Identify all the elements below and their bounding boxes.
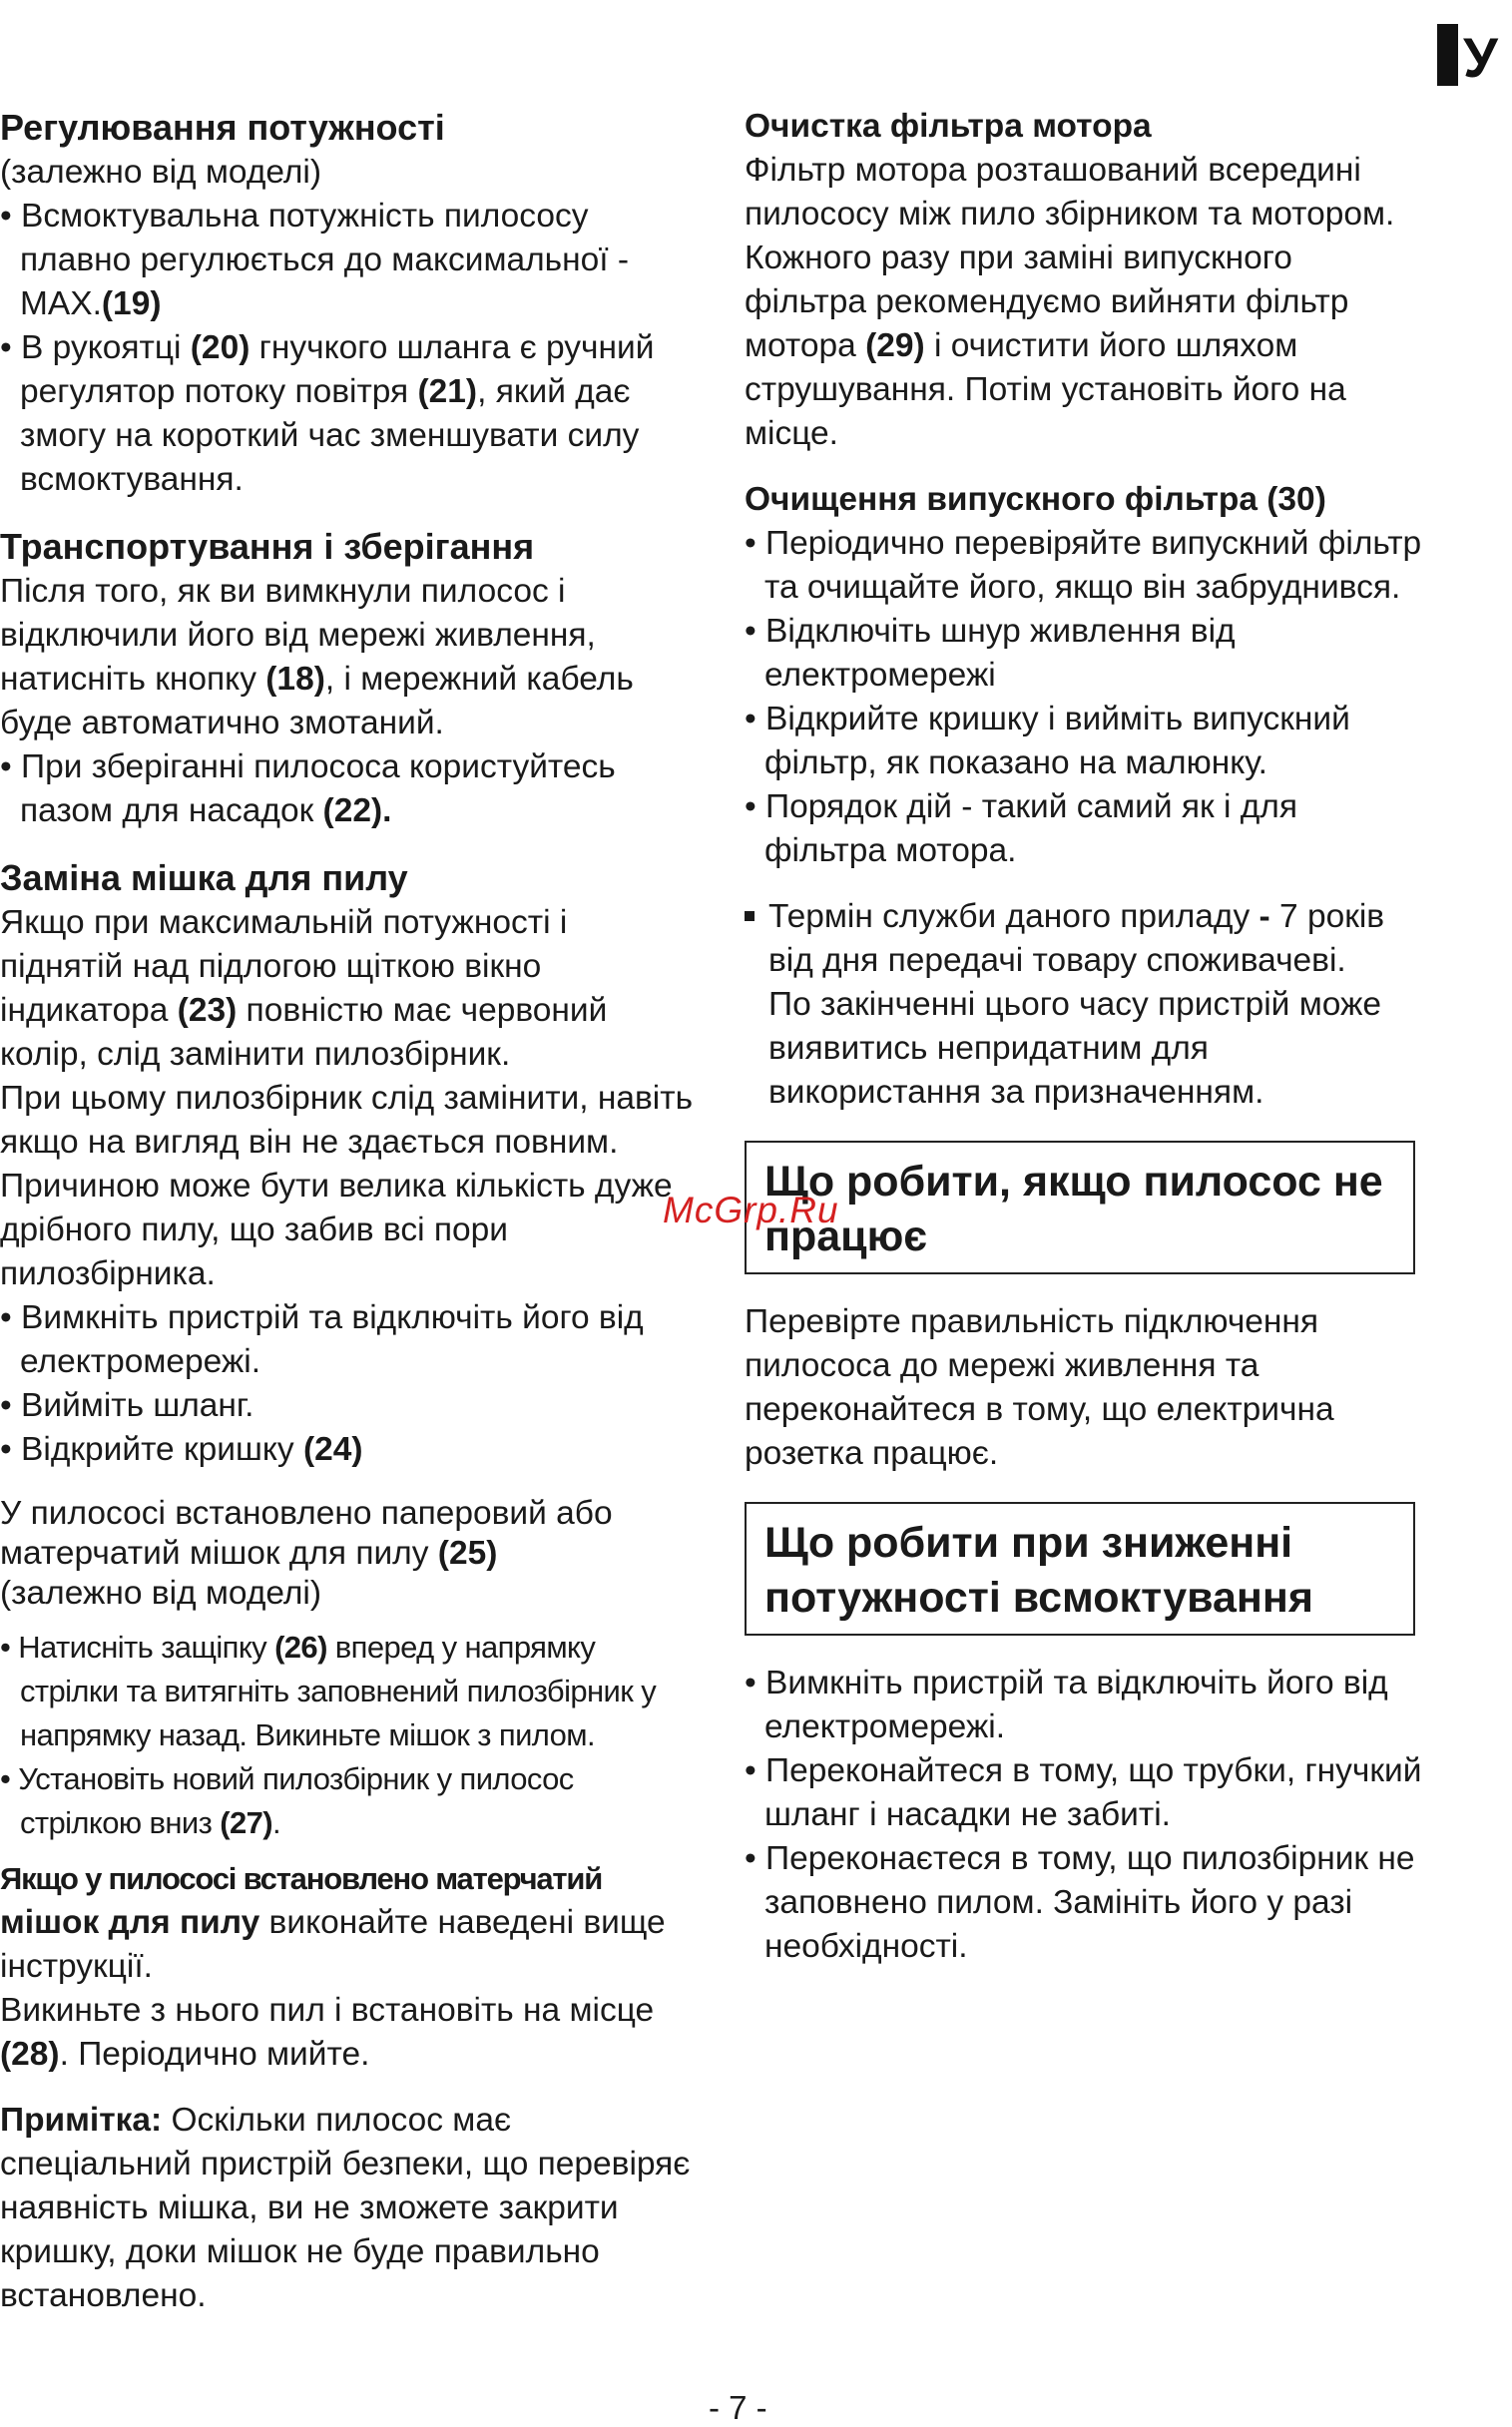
page-number: - 7 - (709, 2389, 767, 2426)
low-suction-box (745, 1502, 1415, 1636)
list-item: • Переконайтеся в тому, що трубки, гнучкий шланг і насадки не забиті. (745, 1752, 1422, 1833)
right-column (745, 105, 1423, 1969)
paragraph: Викиньте з нього пил і встановіть на місце (28). Періодично мийте. (0, 1992, 655, 2073)
note-paragraph: Примітка: Оскільки пилосос має спеціальний пристрій безпеки, що перевіряє наявність мішка, ви не зможете закрити кришку, доки мішок не буде правильно встановлено. (0, 2102, 691, 2314)
transport-storage-heading: Транспортування і зберігання (0, 526, 535, 567)
list-item: • Переконаєтеся в тому, що пилозбірник не заповнено пилом. Замініть його у разі необхідності. (745, 1840, 1415, 1965)
paragraph: Перевірте правильність підключення пилососа до мережі живлення та переконайтеся в тому, що електрична розетка працює. (745, 1303, 1334, 1472)
not-working-box (745, 1141, 1415, 1274)
square-bullet-icon (745, 911, 755, 921)
list-item: • Всмоктувальна потужність пилососу плавно регулюється до максимальної - MAX.(19) (0, 198, 630, 322)
list-item: • Вийміть шланг. (0, 1387, 254, 1424)
power-regulation-heading: Регулювання потужності (0, 107, 445, 148)
paragraph: Причиною може бути велика кількість дуже дрібного пилу, що забив всі пори пилозбірника. (0, 1168, 673, 1292)
list-item: • Порядок дій - такий самий як і для фільтра мотора. (745, 788, 1297, 869)
paragraph: При цьому пилозбірник слід замінити, навіть якщо на вигляд він не здається повним. (0, 1080, 694, 1161)
list-item: • Періодично перевіряйте випускний фільтр та очищайте його, якщо він забруднився. (745, 525, 1422, 606)
note-label: Примітка: (0, 2102, 163, 2139)
power-regulation-subtitle: (залежно від моделі) (0, 154, 322, 191)
list-item: • Установіть новий пилозбірник у пилосос стрілкою вниз (27). (0, 1761, 574, 1840)
list-item: • Відкрийте кришку (24) (0, 1431, 363, 1468)
section-tab (1437, 0, 1512, 90)
service-life-notice: Термін служби даного приладу - 7 років від дня передачі товару споживачеві. По закінченні цього часу пристрій може виявитись непридатним для використання за призначенням. (745, 895, 1423, 1115)
section-tab-letter: У (1463, 26, 1498, 89)
list-item: • Відключіть шнур живлення від електромережі (745, 613, 1236, 694)
left-column (0, 105, 699, 2318)
paragraph: Після того, як ви вимкнули пилосос і відключили його від мережі живлення, натисніть кнопку (18), і мережний кабель буде автоматично змотаний. (0, 573, 634, 741)
list-item: • Вимкніть пристрій та відключіть його від електромережі. (0, 1299, 644, 1380)
motor-filter-heading: Очистка фільтра мотора (745, 108, 1152, 145)
section-tab-bar (1437, 24, 1458, 86)
not-working-heading: Що робити, якщо пилосос не працює (764, 1158, 1383, 1260)
list-item: • В рукоятці (20) гнучкого шланга є ручний регулятор потоку повітря (21), який дає змогу на короткий час зменшувати силу всмоктування. (0, 329, 655, 498)
list-item: • При зберіганні пилососа користуйтесь пазом для насадок (22). (0, 748, 616, 829)
exhaust-filter-heading: Очищення випускного фільтра (30) (745, 481, 1326, 518)
bag-replacement-heading: Заміна мішка для пилу (0, 857, 408, 898)
paragraph: Фільтр мотора розташований всередині пилососу між пило збірником та мотором. Кожного разу при заміні випускного фільтра рекомендуємо вийняти фільтр мотора (29) і очистити його шляхом струшування. Потім установіть його на місце. (745, 152, 1395, 452)
paragraph: У пилососі встановлено паперовий або матерчатий мішок для пилу (25) (залежно від моделі) (0, 1495, 613, 1612)
paragraph: Якщо при максимальній потужності і піднятій над підлогою щіткою вікно індикатора (23) повністю має червоний колір, слід замінити пилозбірник. (0, 904, 608, 1073)
list-item: • Вимкніть пристрій та відключіть його від електромережі. (745, 1665, 1388, 1745)
watermark: McGrp.Ru (663, 1190, 839, 1230)
low-suction-heading: Що робити при зниженні потужності всмоктування (764, 1519, 1313, 1622)
list-item: • Натисніть защіпку (26) вперед у напрямку стрілки та витягніть заповнений пилозбірник у напрямку назад. Викиньте мішок з пилом. (0, 1630, 657, 1752)
paragraph: Якщо у пилососі встановлено матерчатий мішок для пилу виконайте наведені вище інструкції. (0, 1861, 666, 1985)
list-item: • Відкрийте кришку і вийміть випускний фільтр, як показано на малюнку. (745, 701, 1350, 781)
